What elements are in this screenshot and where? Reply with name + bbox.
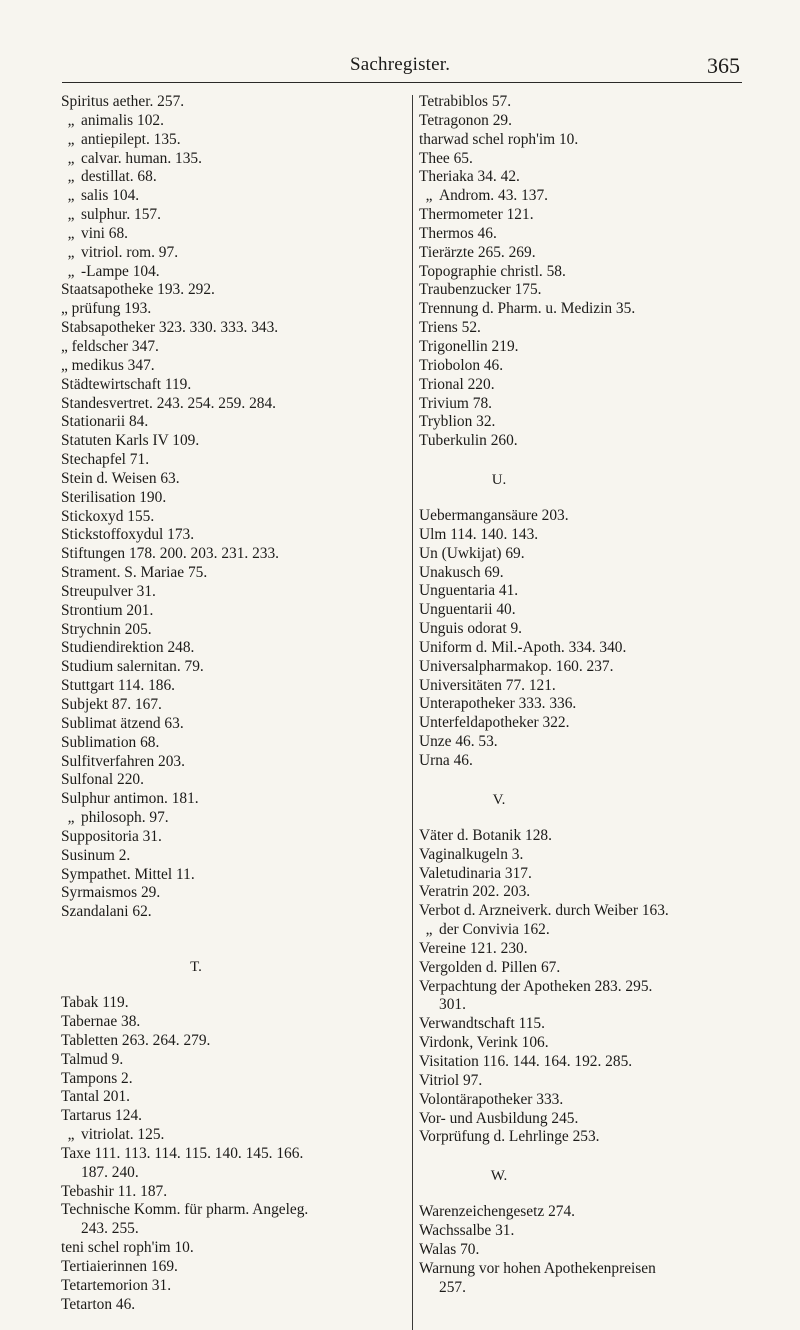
page-number: 365 [707, 53, 740, 78]
entry-text: Universalpharmakop. 160. 237. [419, 657, 614, 675]
section-gap [419, 1185, 759, 1203]
entry-text: „ prüfung 193. [61, 300, 152, 318]
entries-s [61, 93, 401, 922]
index-entry-continuation [419, 1279, 759, 1298]
index-entry [419, 131, 759, 150]
entry-text: Staatsapotheke 193. 292. [61, 281, 215, 299]
index-entry [61, 1183, 401, 1202]
index-entry [61, 432, 401, 451]
entry-text: Spiritus aether. 257. [61, 93, 185, 110]
entry-text: Tampons 2. [61, 1069, 133, 1087]
ditto-mark: „ [67, 111, 75, 129]
index-entry [61, 338, 401, 357]
index-entry [61, 715, 401, 734]
entry-text: Verwandtschaft 115. [419, 1015, 545, 1033]
entry-text: Studium salernitan. 79. [61, 658, 204, 676]
index-entry [61, 847, 401, 866]
index-entry [419, 582, 759, 601]
entry-text: Tetarton 46. [61, 1295, 136, 1313]
index-entry [419, 639, 759, 658]
entry-text: Androm. 43. 137. [439, 187, 549, 205]
entry-text: Virdonk, Verink 106. [419, 1034, 549, 1052]
index-entry [61, 1277, 401, 1296]
entry-text: Vergolden d. Pillen 67. [419, 958, 561, 976]
index-entry [419, 1222, 759, 1241]
entry-text: Ulm 114. 140. 143. [419, 525, 539, 543]
ditto-mark: „ [67, 262, 75, 280]
entry-text: Väter d. Botanik 128. [419, 826, 552, 844]
entry-text: Syrmaismos 29. [61, 884, 161, 902]
entry-text: der Convivia 162. [439, 921, 550, 939]
index-entry [419, 300, 759, 319]
entry-text: Tierärzte 265. 269. [419, 243, 536, 261]
index-entry [419, 93, 759, 112]
index-entry [61, 526, 401, 545]
entry-text: Subjekt 87. 167. [61, 696, 162, 713]
entry-text: tharwad schel roph'im 10. [419, 130, 579, 148]
index-entry [61, 451, 401, 470]
index-entry [61, 903, 401, 922]
entry-text: Talmud 9. [61, 1050, 124, 1068]
entry-text: vini 68. [81, 224, 129, 242]
index-entry [419, 846, 759, 865]
entry-text: Städtewirtschaft 119. [61, 375, 192, 393]
entry-text: Tebashir 11. 187. [61, 1182, 168, 1200]
index-entry [419, 206, 759, 225]
index-entry [419, 1203, 759, 1222]
index-entry [419, 865, 759, 884]
index-entry [419, 883, 759, 902]
index-entry [61, 1107, 401, 1126]
index-entry [419, 395, 759, 414]
index-entry [419, 150, 759, 169]
entry-text: Trennung d. Pharm. u. Medizin 35. [419, 300, 636, 318]
index-entry [419, 357, 759, 376]
index-entry [61, 244, 401, 263]
index-entry [419, 225, 759, 244]
index-entry [61, 263, 401, 282]
index-entry [61, 281, 401, 300]
ditto-mark: „ [425, 187, 433, 205]
entry-text: Thermos 46. [419, 224, 497, 242]
entry-text: Unakusch 69. [419, 563, 504, 581]
index-entry [61, 677, 401, 696]
page-header [62, 52, 742, 83]
index-entry-continuation [61, 1164, 401, 1183]
index-entry [419, 714, 759, 733]
index-entry [61, 583, 401, 602]
index-entry [419, 677, 759, 696]
index-entry [61, 150, 401, 169]
index-entry [419, 319, 759, 338]
section-letter-t: T. [190, 959, 202, 976]
index-entry [61, 1201, 401, 1220]
entries-u [419, 507, 759, 771]
entry-text: Un (Uwkijat) 69. [419, 544, 525, 562]
entry-text: Theriaka 34. 42. [419, 168, 520, 186]
section-gap [419, 771, 759, 789]
entry-text: Vereine 121. 230. [419, 939, 528, 957]
index-entry [419, 902, 759, 921]
entry-text: philosoph. 97. [81, 809, 169, 827]
index-entry [419, 1110, 759, 1129]
index-entry [61, 508, 401, 527]
index-entry [61, 1296, 401, 1315]
index-entry [61, 206, 401, 225]
index-entry [419, 168, 759, 187]
index-entry [419, 281, 759, 300]
entry-text: Statuten Karls IV 109. [61, 432, 200, 450]
section-gap [61, 976, 401, 994]
ditto-mark: „ [67, 149, 75, 167]
entry-text: Tertiaierinnen 169. [61, 1257, 178, 1275]
entry-text: Unguis odorat 9. [419, 620, 523, 638]
index-entry [419, 601, 759, 620]
entry-text: Walas 70. [419, 1240, 480, 1258]
entry-text: Sympathet. Mittel 11. [61, 865, 195, 883]
index-entry [419, 752, 759, 771]
entry-text: Unguentaria 41. [419, 582, 519, 600]
index-entry [61, 1051, 401, 1070]
entry-text: Vor- und Ausbildung 245. [419, 1109, 579, 1127]
index-entry [61, 658, 401, 677]
entry-text: „ medikus 347. [61, 356, 155, 374]
index-entry [419, 263, 759, 282]
index-entry [61, 809, 401, 828]
index-entry [419, 1053, 759, 1072]
entry-text: Warenzeichengesetz 274. [419, 1203, 576, 1221]
index-entry [419, 526, 759, 545]
entry-text: Tetrabiblos 57. [419, 93, 512, 110]
index-entry [419, 1015, 759, 1034]
index-entry [419, 432, 759, 451]
entry-text: Strament. S. Mariae 75. [61, 564, 208, 582]
entry-text: Veratrin 202. 203. [419, 883, 531, 901]
index-entry [61, 1032, 401, 1051]
entry-text: 243. 255. [81, 1220, 139, 1238]
entry-text: Tabletten 263. 264. 279. [61, 1031, 211, 1049]
index-entry [419, 733, 759, 752]
index-entry [61, 93, 401, 112]
right-column [419, 93, 759, 1297]
entry-text: Vaginalkugeln 3. [419, 845, 524, 863]
entry-text: Standesvertret. 243. 254. 259. 284. [61, 394, 277, 412]
entry-text: Tetartemorion 31. [61, 1276, 172, 1294]
index-entry [61, 790, 401, 809]
index-entry [419, 827, 759, 846]
index-entry [419, 1091, 759, 1110]
ditto-mark: „ [425, 921, 433, 939]
entry-text: Szandalani 62. [61, 903, 152, 921]
section-letter-v: V. [492, 791, 506, 808]
entry-text: Stuttgart 114. 186. [61, 677, 176, 695]
entry-text: Thermometer 121. [419, 206, 534, 224]
entry-text: sulphur. 157. [81, 206, 161, 224]
ditto-mark: „ [67, 243, 75, 261]
entry-text: Stiftungen 178. 200. 203. 231. 233. [61, 545, 280, 563]
index-entry [419, 1034, 759, 1053]
entry-text: -Lampe 104. [81, 262, 160, 280]
ditto-mark: „ [67, 224, 75, 242]
entry-text: vitriolat. 125. [81, 1126, 165, 1144]
index-entry [61, 602, 401, 621]
entry-text: Wachssalbe 31. [419, 1222, 515, 1240]
index-entry [419, 620, 759, 639]
index-entry [419, 187, 759, 206]
section-gap [61, 922, 401, 956]
index-entry [61, 300, 401, 319]
index-entry [419, 545, 759, 564]
entry-text: Tantal 201. [61, 1088, 131, 1106]
index-entry [419, 1260, 759, 1279]
index-entry [61, 734, 401, 753]
index-entry [419, 1072, 759, 1091]
entry-text: Warnung vor hohen Apothekenpreisen [419, 1259, 656, 1277]
entry-text: Strychnin 205. [61, 620, 152, 638]
index-entry [419, 564, 759, 583]
ditto-mark: „ [67, 168, 75, 186]
entry-text: Universitäten 77. 121. [419, 676, 556, 694]
index-entry [61, 545, 401, 564]
index-entry [419, 658, 759, 677]
entry-text: Tetragonon 29. [419, 111, 512, 129]
entry-text: Tabak 119. [61, 994, 129, 1012]
index-entry [61, 1258, 401, 1277]
entry-text: Vitriol 97. [419, 1071, 483, 1089]
entry-text: Stabsapotheker 323. 330. 333. 343. [61, 319, 279, 337]
entry-text: Sterilisation 190. [61, 488, 167, 506]
entry-text: Trional 220. [419, 375, 495, 393]
entry-text: Sublimat ätzend 63. [61, 714, 184, 732]
entry-text: Uniform d. Mil.-Apoth. 334. 340. [419, 638, 627, 656]
index-entry [61, 753, 401, 772]
entries-w [419, 1203, 759, 1297]
index-entry [61, 376, 401, 395]
entry-text: Visitation 116. 144. 164. 192. 285. [419, 1052, 633, 1070]
index-entry [61, 112, 401, 131]
entries-t [61, 994, 401, 1314]
entry-text: Susinum 2. [61, 846, 131, 864]
ditto-mark: „ [67, 1126, 75, 1144]
index-entry-continuation [61, 1220, 401, 1239]
index-entry [419, 978, 759, 997]
index-entry [61, 470, 401, 489]
entry-text: Unguentarii 40. [419, 601, 516, 619]
entries-v [419, 827, 759, 1147]
index-entry [61, 564, 401, 583]
entry-text: salis 104. [81, 187, 140, 205]
entry-text: Taxe 111. 113. 114. 115. 140. 145. 166. [61, 1144, 304, 1162]
index-entry [419, 244, 759, 263]
index-entry [61, 1013, 401, 1032]
entry-text: Stein d. Weisen 63. [61, 469, 180, 487]
entry-text: Tartarus 124. [61, 1107, 142, 1125]
section-gap [419, 1147, 759, 1165]
section-gap [419, 809, 759, 827]
index-entry [61, 1088, 401, 1107]
index-entry [61, 771, 401, 790]
index-entry [61, 1126, 401, 1145]
entry-text: Trigonellin 219. [419, 337, 519, 355]
entry-text: Stechapfel 71. [61, 451, 150, 469]
index-entry [61, 225, 401, 244]
entry-text: antiepilept. 135. [81, 130, 181, 148]
entry-text: Strontium 201. [61, 601, 154, 619]
section-letter-u: U. [491, 472, 507, 489]
section-gap [419, 489, 759, 507]
index-entry [61, 131, 401, 150]
index-entry [419, 507, 759, 526]
index-entry [61, 696, 401, 715]
entry-text: teni schel roph'im 10. [61, 1239, 194, 1257]
ditto-mark: „ [67, 130, 75, 148]
index-entry [419, 1241, 759, 1260]
entry-text: Uebermangansäure 203. [419, 507, 569, 525]
entry-text: Tuberkulin 260. [419, 432, 518, 450]
left-column [61, 93, 401, 1314]
index-entry [419, 921, 759, 940]
index-entry [61, 357, 401, 376]
entry-text: vitriol. rom. 97. [81, 243, 179, 261]
entry-text: destillat. 68. [81, 168, 157, 186]
index-entry [61, 319, 401, 338]
entry-text: 187. 240. [81, 1163, 139, 1181]
ditto-mark: „ [67, 187, 75, 205]
entry-text: Unterapotheker 333. 336. [419, 695, 577, 713]
index-entry [61, 413, 401, 432]
entry-text: Verpachtung der Apotheken 283. 295. [419, 977, 653, 995]
index-entry [419, 338, 759, 357]
running-title: Sachregister. [350, 54, 451, 75]
entry-text: Tabernae 38. [61, 1012, 141, 1030]
entry-text: calvar. human. 135. [81, 149, 202, 167]
index-entry [61, 621, 401, 640]
entry-text: „ feldscher 347. [61, 337, 159, 355]
index-entry [61, 1145, 401, 1164]
entry-text: Stickoxyd 155. [61, 507, 155, 525]
ditto-mark: „ [67, 809, 75, 827]
entry-text: animalis 102. [81, 111, 164, 129]
entries-t-cont [419, 93, 759, 451]
entry-text: Urna 46. [419, 752, 473, 769]
index-entry [61, 1239, 401, 1258]
section-letter-w: W. [490, 1168, 508, 1185]
entry-text: 257. [439, 1278, 466, 1296]
entry-text: Volontärapotheker 333. [419, 1090, 564, 1108]
index-entry [61, 168, 401, 187]
entry-text: Stickstoffoxydul 173. [61, 526, 195, 544]
entry-text: Sulfitverfahren 203. [61, 752, 185, 770]
index-entry [419, 376, 759, 395]
entry-text: Sulfonal 220. [61, 771, 144, 789]
column-divider [412, 95, 413, 1330]
ditto-mark: „ [67, 206, 75, 224]
entry-text: Sulphur antimon. 181. [61, 790, 199, 808]
entry-text: Vorprüfung d. Lehrlinge 253. [419, 1128, 600, 1146]
index-entry [61, 639, 401, 658]
entry-text: Sublimation 68. [61, 733, 160, 751]
entry-text: Stationarii 84. [61, 413, 149, 431]
entry-text: Traubenzucker 175. [419, 281, 542, 299]
index-entry [61, 395, 401, 414]
entry-text: Tryblion 32. [419, 413, 496, 431]
index-entry [61, 884, 401, 903]
entry-text: Unterfeldapotheker 322. [419, 714, 570, 732]
entry-text: Technische Komm. für pharm. Angeleg. [61, 1201, 309, 1219]
entry-text: Valetudinaria 317. [419, 864, 532, 882]
entry-text: Thee 65. [419, 149, 473, 167]
index-entry [419, 695, 759, 714]
entry-text: Trivium 78. [419, 394, 492, 412]
index-entry [61, 994, 401, 1013]
entry-text: Triobolon 46. [419, 356, 504, 374]
index-entry [419, 413, 759, 432]
entry-text: Studiendirektion 248. [61, 639, 195, 657]
index-entry [61, 866, 401, 885]
index-entry-continuation [419, 996, 759, 1015]
index-entry [419, 940, 759, 959]
index-entry [419, 1128, 759, 1147]
section-gap [419, 451, 759, 469]
entry-text: Unze 46. 53. [419, 733, 498, 751]
entry-text: 301. [439, 996, 466, 1014]
index-entry [61, 489, 401, 508]
index-entry [61, 187, 401, 206]
entry-text: Topographie christl. 58. [419, 262, 566, 280]
index-entry [61, 828, 401, 847]
entry-text: Suppositoria 31. [61, 827, 162, 845]
entry-text: Verbot d. Arzneiverk. durch Weiber 163. [419, 902, 669, 920]
entry-text: Streupulver 31. [61, 582, 156, 600]
index-entry [419, 959, 759, 978]
index-entry [61, 1070, 401, 1089]
entry-text: Triens 52. [419, 319, 481, 337]
index-entry [419, 112, 759, 131]
